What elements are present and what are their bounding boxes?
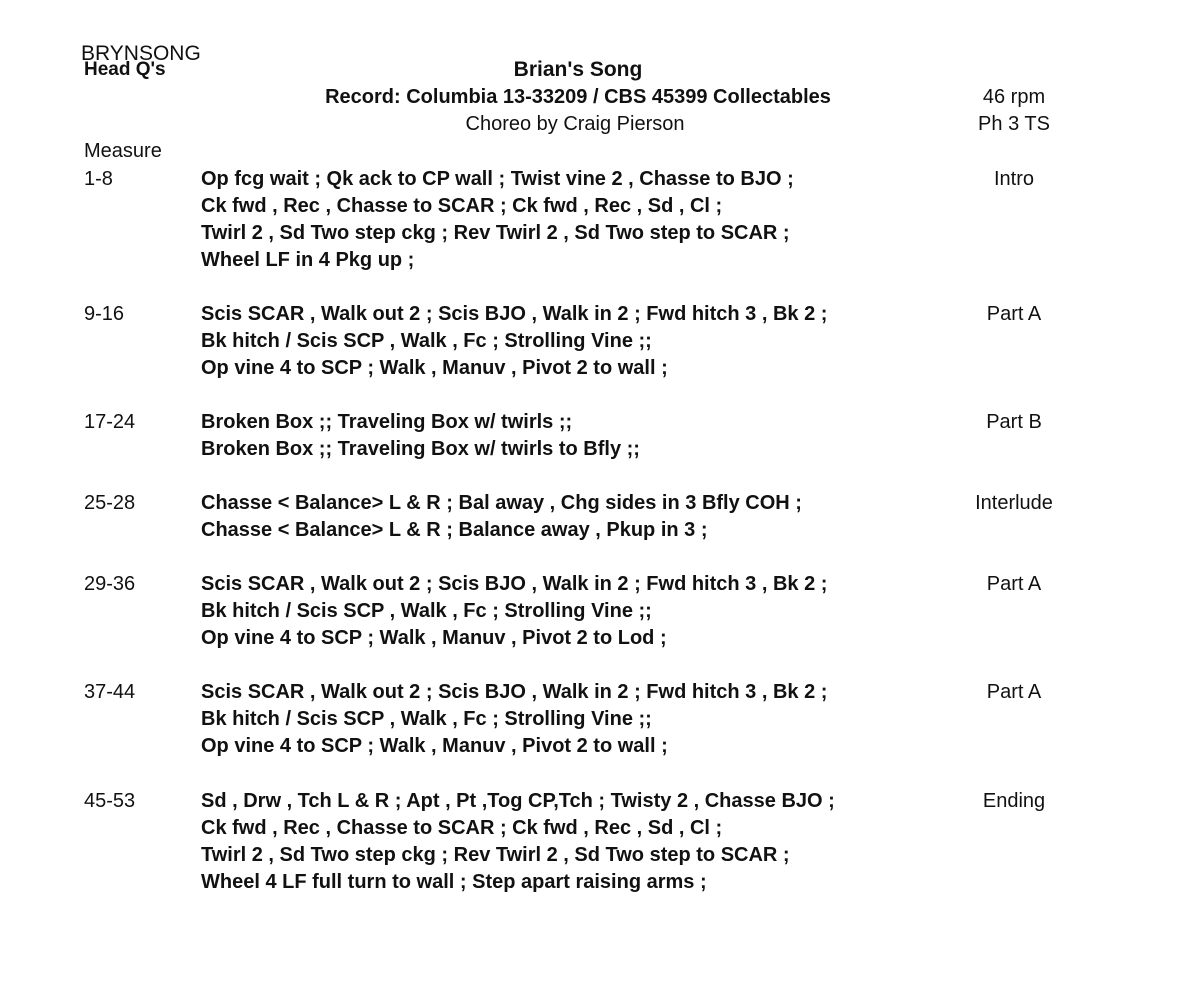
- cue-line: Broken Box ;; Traveling Box w/ twirls ;;: [201, 411, 573, 433]
- cue-line: Twirl 2 , Sd Two step ckg ; Rev Twirl 2 , Sd Two step to SCAR ;: [201, 844, 790, 866]
- cue-lines: [201, 788, 835, 896]
- cue-lines: [201, 571, 827, 652]
- cue-line: Bk hitch / Scis SCP , Walk , Fc ; Strolling Vine ;;: [201, 330, 652, 352]
- cue-line: Ck fwd , Rec , Chasse to SCAR ; Ck fwd , Rec , Sd , Cl ;: [201, 195, 723, 217]
- part-label: Intro: [993, 168, 1035, 190]
- cue-line: Twirl 2 , Sd Two step ckg ; Rev Twirl 2 , Sd Two step to SCAR ;: [201, 222, 790, 244]
- part-label: Part A: [986, 303, 1042, 325]
- cue-line: Scis SCAR , Walk out 2 ; Scis BJO , Walk in 2 ; Fwd hitch 3 , Bk 2 ;: [201, 303, 828, 325]
- measure-range: 17-24: [84, 411, 136, 433]
- head-qs-label: Head Q's: [84, 59, 166, 80]
- choreographer: Choreo by Craig Pierson: [465, 113, 685, 135]
- part-label: Part A: [986, 573, 1042, 595]
- part-label: Part A: [986, 681, 1042, 703]
- record-speed: 46 rpm: [982, 86, 1046, 108]
- cue-line: Bk hitch / Scis SCP , Walk , Fc ; Strolling Vine ;;: [201, 600, 652, 622]
- measure-range: 9-16: [84, 303, 125, 325]
- cue-line: Ck fwd , Rec , Chasse to SCAR ; Ck fwd , Rec , Sd , Cl ;: [201, 817, 723, 839]
- cue-line: Chasse < Balance> L & R ; Bal away , Chg sides in 3 Bfly COH ;: [201, 492, 802, 514]
- cue-line: Chasse < Balance> L & R ; Balance away , Pkup in 3 ;: [201, 519, 708, 541]
- cue-line: Scis SCAR , Walk out 2 ; Scis BJO , Walk in 2 ; Fwd hitch 3 , Bk 2 ;: [201, 573, 828, 595]
- cue-line: Sd , Drw , Tch L & R ; Apt , Pt ,Tog CP,Tch ; Twisty 2 , Chasse BJO ;: [201, 790, 835, 812]
- part-label: Part B: [986, 411, 1042, 433]
- measure-range: 37-44: [84, 681, 136, 703]
- measure-range: 45-53: [84, 790, 136, 812]
- file-code: BRYNSONG: [81, 42, 201, 65]
- cue-lines: [201, 490, 802, 544]
- part-label: Ending: [982, 790, 1046, 812]
- cue-line: Op vine 4 to SCP ; Walk , Manuv , Pivot 2 to Lod ;: [201, 627, 667, 649]
- part-label: Interlude: [975, 492, 1053, 514]
- phase-rating: Ph 3 TS: [978, 113, 1050, 135]
- cue-line: Wheel LF in 4 Pkg up ;: [201, 249, 415, 271]
- cue-lines: [201, 301, 827, 382]
- measure-range: 25-28: [84, 492, 136, 514]
- cue-line: Scis SCAR , Walk out 2 ; Scis BJO , Walk in 2 ; Fwd hitch 3 , Bk 2 ;: [201, 681, 828, 703]
- cue-line: Op fcg wait ; Qk ack to CP wall ; Twist vine 2 , Chasse to BJO ;: [201, 168, 794, 190]
- cue-lines: [201, 166, 794, 274]
- cue-line: Op vine 4 to SCP ; Walk , Manuv , Pivot 2 to wall ;: [201, 357, 668, 379]
- measure-range: 1-8: [84, 168, 113, 190]
- cue-line: Wheel 4 LF full turn to wall ; Step apart raising arms ;: [201, 871, 707, 893]
- cue-line: Bk hitch / Scis SCP , Walk , Fc ; Strolling Vine ;;: [201, 708, 652, 730]
- cue-lines: [201, 679, 827, 760]
- cue-lines: [201, 409, 640, 463]
- cue-line: Broken Box ;; Traveling Box w/ twirls to Bfly ;;: [201, 438, 640, 460]
- record-info: Record: Columbia 13-33209 / CBS 45399 Collectables: [325, 86, 831, 108]
- measure-range: 29-36: [84, 573, 136, 595]
- dance-title: Brian's Song: [513, 58, 643, 81]
- cue-line: Op vine 4 to SCP ; Walk , Manuv , Pivot 2 to wall ;: [201, 735, 668, 757]
- measure-column-heading: Measure: [84, 140, 162, 162]
